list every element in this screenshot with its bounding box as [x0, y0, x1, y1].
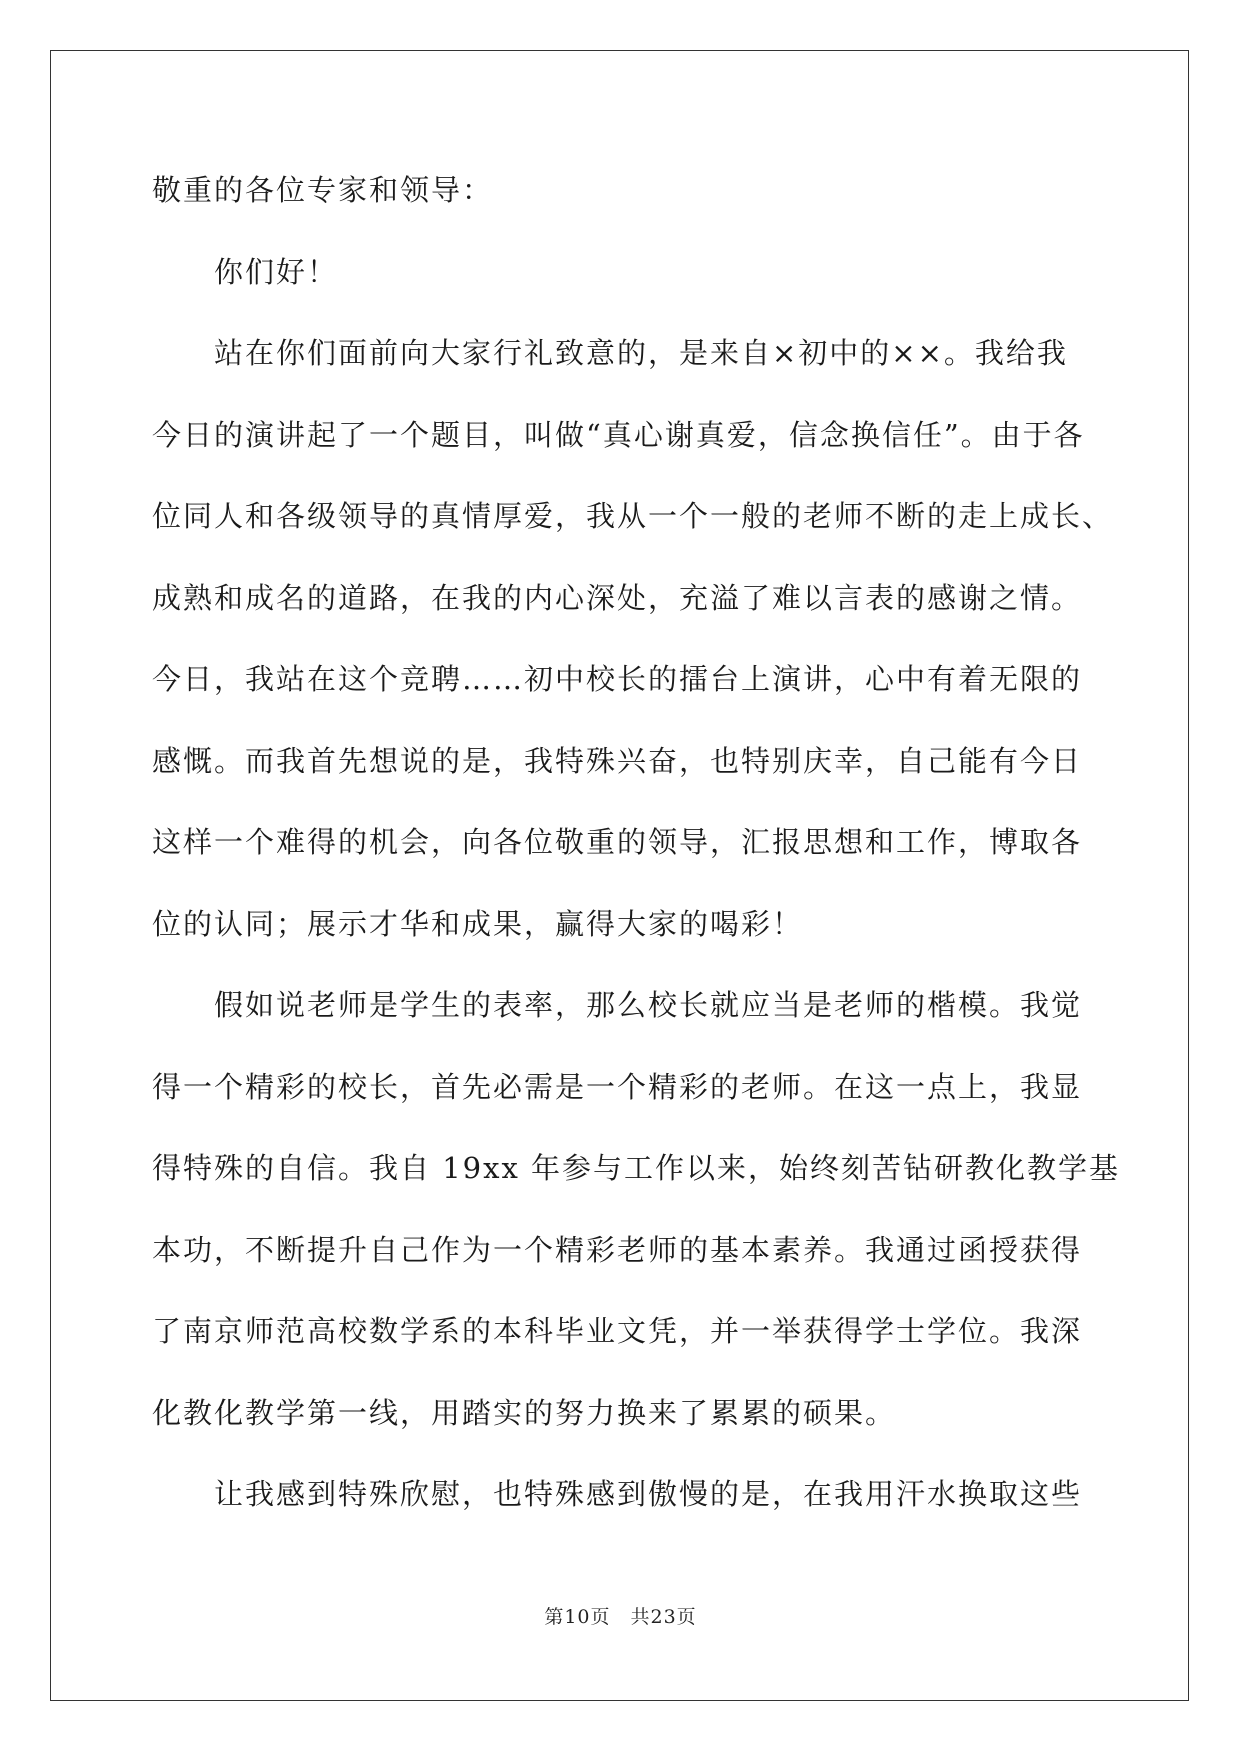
text-line: 成熟和成名的道路，在我的内心深处，充溢了难以言表的感谢之情。 — [152, 580, 1083, 615]
text-line: 位的认同；展示才华和成果，赢得大家的喝彩！ — [152, 906, 804, 941]
text-line: 化教化教学第一线，用踏实的努力换来了累累的硕果。 — [152, 1395, 897, 1430]
text-line: 假如说老师是学生的表率，那么校长就应当是老师的楷模。我觉 — [214, 988, 1083, 1022]
text-line: 这样一个难得的机会，向各位敬重的领导，汇报思想和工作，博取各 — [152, 825, 1083, 859]
text-line: 感慨。而我首先想说的是，我特殊兴奋，也特别庆幸，自己能有今日 — [152, 743, 1083, 778]
text-line: 得一个精彩的校长，首先必需是一个精彩的老师。在这一点上，我显 — [152, 1069, 1083, 1104]
text-line: 位同人和各级领导的真情厚爱，我从一个一般的老师不断的走上成长、 — [152, 499, 1114, 533]
text-line: 敬重的各位专家和领导： — [152, 173, 494, 207]
text-line: 你们好！ — [214, 254, 339, 289]
text-line: 站在你们面前向大家行礼致意的，是来自×初中的××。我给我 — [214, 336, 1068, 370]
text-line: 了南京师范高校数学系的本科毕业文凭，并一举获得学士学位。我深 — [152, 1314, 1083, 1348]
document-body — [152, 164, 1121, 1550]
text-line: 本功，不断提升自己作为一个精彩老师的基本素养。我通过函授获得 — [152, 1232, 1083, 1267]
text-line: 让我感到特殊欣慰，也特殊感到傲慢的是，在我用汗水换取这些 — [214, 1477, 1083, 1511]
text-line: 今日的演讲起了一个题目，叫做“真心谢真爱，信念换信任”。由于各 — [152, 417, 1085, 452]
text-line: 得特殊的自信。我自 19xx 年参与工作以来，始终刻苦钻研教化教学基 — [152, 1151, 1121, 1185]
page-footer: 第10页 共23页 — [544, 1606, 697, 1628]
text-line: 今日，我站在这个竞聘……初中校长的擂台上演讲，心中有着无限的 — [152, 662, 1083, 696]
